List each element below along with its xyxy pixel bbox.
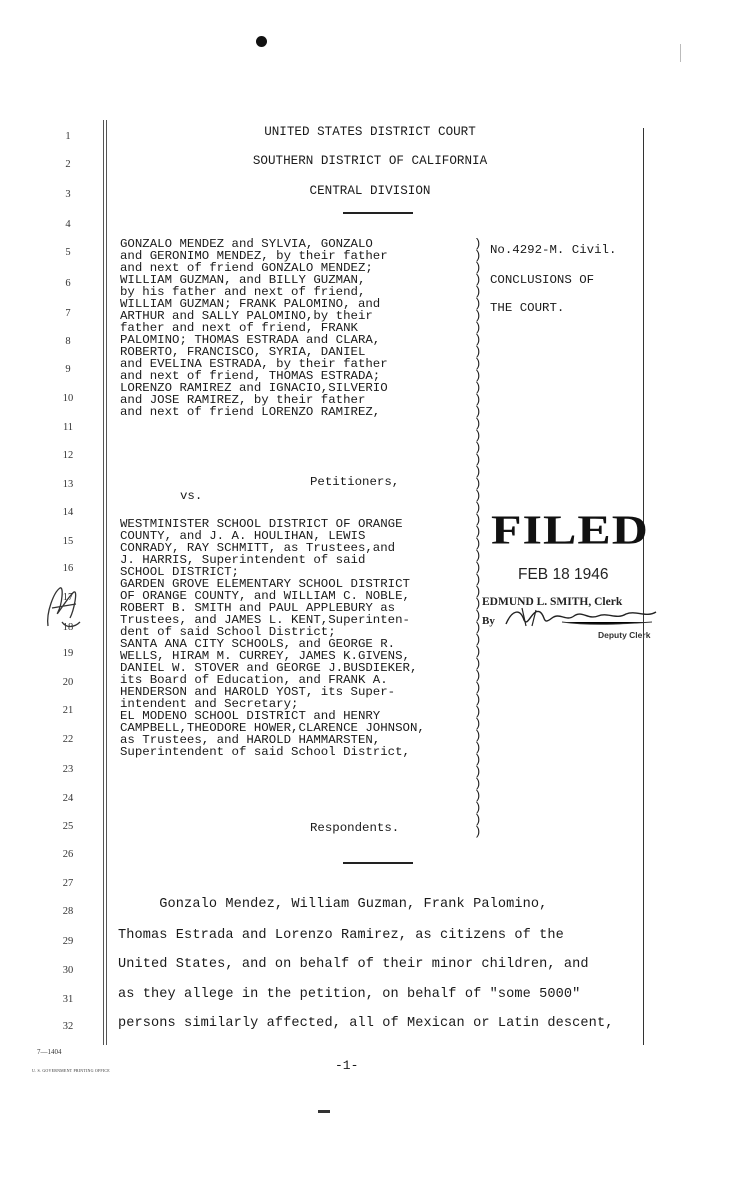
scan-speck (318, 1110, 330, 1113)
body-line-31: as they allege in the petition, on behalf of "some 5000" (118, 987, 581, 1002)
district-name: SOUTHERN DISTRICT OF CALIFORNIA (252, 154, 488, 168)
scan-speck (680, 44, 681, 62)
caption-parentheses: ) ) ) ) ) ) ) ) ) ) ) ) ) ) ) ) ) ) ) ) ) ) ) ) ) ) ) ) ) ) ) ) ) ) ) ) ) ) ) ) ) ) ) ) ) ) ) ) ) ) (474, 237, 482, 839)
line-number: 5 (65, 247, 71, 258)
line-number: 22 (62, 734, 74, 745)
scan-speck (256, 36, 267, 47)
line-number: 3 (65, 189, 71, 200)
document-title-line2: THE COURT. (490, 301, 565, 315)
caption-divider (343, 862, 413, 864)
line-number: 16 (62, 563, 74, 574)
body-line-32: persons similarly affected, all of Mexican or Latin descent, (118, 1016, 614, 1031)
line-number: 10 (62, 393, 74, 404)
line-number: 18 (62, 622, 74, 633)
deputy-signature (502, 604, 658, 630)
by-label: By (482, 615, 495, 627)
line-number: 15 (62, 536, 74, 547)
right-margin-rule (643, 128, 644, 1045)
petitioners-caption: GONZALO MENDEZ and SYLVIA, GONZALO and GERONIMO MENDEZ, by their father and next of friend GONZALO MENDEZ; WILLIAM GUZMAN, and BILLY GUZMAN, by his father and next of friend, WILLIAM GUZMAN; FRANK PALOMINO, and ARTHUR and SALLY PALOMINO,by their father and next of friend, FRANK PALOMINO; THOMAS ESTRADA and CLARA, ROBERTO, FRANCISCO, SYRIA, DANIEL and EVELINA ESTRADA, by their father and next of friend, THOMAS ESTRADA; LORENZO RAMIREZ and IGNACIO,SILVERIO and JOSE RAMIREZ, by their father and next of friend LORENZO RAMIREZ, (120, 237, 388, 419)
line-number: 21 (62, 705, 74, 716)
petitioners-label: Petitioners, (310, 475, 400, 489)
respondents-label: Respondents. (310, 821, 400, 835)
line-number: 6 (65, 278, 71, 289)
line-number: 29 (62, 936, 74, 947)
header-divider (343, 212, 413, 214)
line-number: 26 (62, 849, 74, 860)
line-number: 24 (62, 793, 74, 804)
line-number: 13 (62, 479, 74, 490)
line-number: 27 (62, 878, 74, 889)
line-number: 11 (62, 422, 74, 433)
line-number: 8 (65, 336, 71, 347)
court-name: UNITED STATES DISTRICT COURT (264, 125, 476, 139)
body-line-29: Thomas Estrada and Lorenzo Ramirez, as citizens of the (118, 928, 564, 943)
line-number: 28 (62, 906, 74, 917)
page-number: -1- (335, 1058, 359, 1073)
left-margin-rule (103, 120, 104, 1045)
left-margin-rule-2 (106, 120, 107, 1045)
line-number: 9 (65, 364, 71, 375)
body-line-28: Gonzalo Mendez, William Guzman, Frank Palomino, (118, 897, 548, 912)
line-number: 17 (62, 592, 74, 603)
handwritten-mark (40, 582, 86, 634)
case-number: No.4292-M. Civil. (490, 243, 617, 257)
line-number: 14 (62, 507, 74, 518)
body-line-30: United States, and on behalf of their minor children, and (118, 957, 589, 972)
line-number: 32 (62, 1021, 74, 1032)
line-number: 25 (62, 821, 74, 832)
filed-stamp: FILED (491, 506, 649, 553)
line-number: 31 (62, 994, 74, 1005)
clerk-name: EDMUND L. SMITH, Clerk (482, 596, 623, 608)
line-number: 19 (62, 648, 74, 659)
versus: vs. (180, 489, 203, 503)
division-name: CENTRAL DIVISION (309, 184, 431, 198)
line-number: 7 (65, 308, 71, 319)
deputy-clerk-label: Deputy Clerk (598, 630, 651, 640)
line-number: 23 (62, 764, 74, 775)
document-title-line1: CONCLUSIONS OF (490, 273, 595, 287)
line-number: 20 (62, 677, 74, 688)
line-number: 12 (62, 450, 74, 461)
line-number: 1 (65, 131, 71, 142)
line-number: 2 (65, 159, 71, 170)
respondents-caption: WESTMINISTER SCHOOL DISTRICT OF ORANGE COUNTY, and J. A. HOULIHAN, LEWIS CONRADY, RAY SCHMITT, as Trustees,and J. HARRIS, Superintendent of said SCHOOL DISTRICT; GARDEN GROVE ELEMENTARY SCHOOL DISTRICT OF ORANGE COUNTY, and WILLIAM C. NOBLE, ROBERT B. SMITH and PAUL APPLEBURY as Trustees, and JAMES L. KENT,Superinten- dent of said School District; SANTA ANA CITY SCHOOLS, and GEORGE R. WELLS, HIRAM M. CURREY, JAMES K.GIVENS, DANIEL W. STOVER and GEORGE J.BUSDIEKER, its Board of Education, and FRANK A. HENDERSON and HAROLD YOST, its Super- intendent and Secretary; EL MODENO SCHOOL DISTRICT and HENRY CAMPBELL,THEODORE HOWER,CLARENCE JOHNSON, as Trustees, and HAROLD HAMMARSTEN, Superintendent of said School District, (120, 517, 425, 759)
line-number: 30 (62, 965, 74, 976)
form-number: 7—1404 (37, 1048, 62, 1056)
line-number: 4 (65, 219, 71, 230)
filed-date: FEB 18 1946 (518, 566, 609, 583)
printer-imprint: U. S. GOVERNMENT PRINTING OFFICE (32, 1068, 110, 1073)
